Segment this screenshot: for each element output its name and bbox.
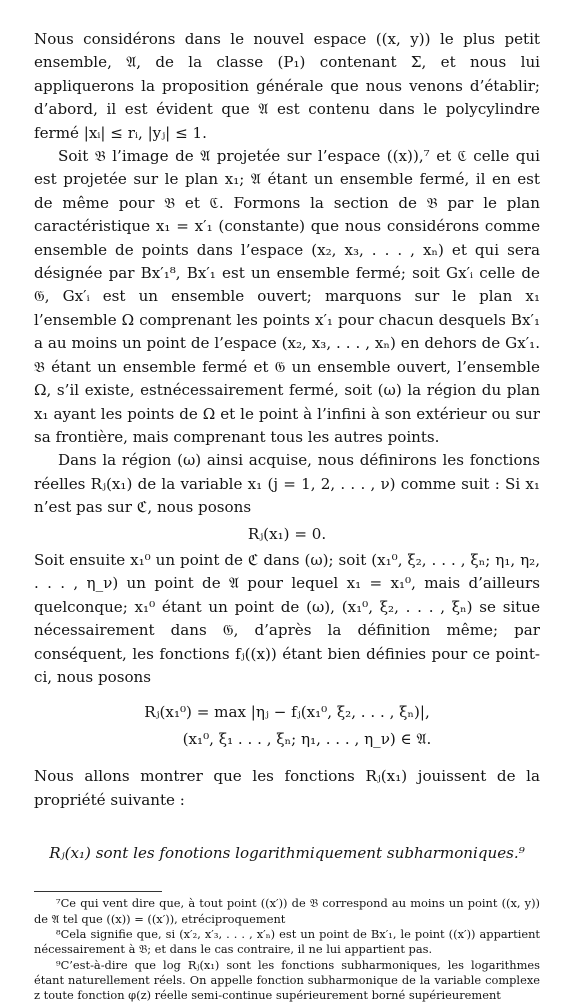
equation-2-line-2: (x₁⁰, ξ₁ . . . , ξₙ; η₁, . . . , η_ν) ∈ 𝔄. [182,729,432,748]
footnote-separator [34,891,162,892]
paragraph-3: Dans la région (ω) ainsi acquise, nous définirons les fonctions réelles Rⱼ(x₁) de la variable x₁ (j = 1, 2, . . . , ν) comme suit : Si x₁ n’est pas sur ℭ, nous posons [34,451,540,517]
paragraph-4: Soit ensuite x₁⁰ un point de ℭ dans (ω); soit (x₁⁰, ξ₂, . . . , ξₙ; η₁, η₂, . . . , η_ν) un point de 𝔄 pour lequel x₁ = x₁⁰, mais d’ailleurs quelconque; x₁⁰ étant un point de (ω), (x₁⁰, ξ₂, . . . , ξₙ) se situe nécessairement dans 𝔊, d’après la définition même; par conséquent, les fonctions fⱼ((x)) étant bien définies pour ce point-ci, nous posons [34,550,540,686]
theorem-statement: Rⱼ(x₁) sont les fonotions logarithmiquement subharmoniques.⁹ [49,844,525,862]
equation-2-line-1: Rⱼ(x₁⁰) = max |ηⱼ − fⱼ(x₁⁰, ξ₂, . . . , ξₙ)|, [144,703,430,722]
equation-1: Rⱼ(x₁) = 0. [247,524,327,543]
paragraph-5: Nous allons montrer que les fonctions Rⱼ(x₁) jouissent de la propriété suivante : [34,767,540,809]
paragraph-1: Nous considérons dans le nouvel espace ((x, y)) le plus petit ensemble, 𝔄, de la classe (P₁) contenant Σ, et nous lui appliquerons la proposition générale que nous venons d’établir; d’abord, il est évident que 𝔄 est contenu dans le polycylindre fermé |xᵢ| ≤ rᵢ, |yⱼ| ≤ 1. [34,30,540,142]
footnote-9: ⁹C’est-à-dire que log Rⱼ(x₁) sont les fonctions subharmoniques, les logarithmes étant naturellement réels. On appelle fonction subharmonique de la variable complexe z toute fonction φ(z) réelle semi-continue supérieurement borné supérieurement [34,957,540,1003]
footnote-8: ⁸Cela signifie que, si (x′₂, x′₃, . . . , x′ₙ) est un point de Bx′₁, le point ((x′)) appartient nécessairement à 𝔅; et dans le cas contraire, il ne lui appartient pas. [34,927,540,957]
footnote-7: ⁷Ce qui vent dire que, à tout point ((x′)) de 𝔅 correspond au moins un point ((x, y)) de 𝔄 tel que ((x)) = ((x′)), etréciproquement [34,896,540,926]
paragraph-2: Soit 𝔅 l’image de 𝔄 projetée sur l’espace ((x)),⁷ et ℭ celle qui est projetée sur le plan x₁; 𝔄 étant un ensemble fermé, il en est de même pour 𝔅 et ℭ. Formons la section de 𝔅 par le plan caractéristique x₁ = x′₁ (constante) que nous considérons comme ensemble de points dans l’espace (x₂, x₃, . . . , xₙ) et qui sera désignée par Bx′₁⁸, Bx′₁ est un ensemble fermé; soit Gx′ᵢ celle de 𝔊, Gx′ᵢ est un ensemble ouvert; marquons sur le plan x₁ l’ensemble Ω comprenant les points x′₁ pour chacun desquels Bx′₁ a au moins un point de l’espace (x₂, x₃, . . . , xₙ) en dehors de Gx′₁. 𝔅 étant un ensemble fermé et 𝔊 un ensemble ouvert, l’ensemble Ω, s’il existe, estnécessairement fermé, soit (ω) la région du plan x₁ ayant les points de Ω et le point à l’infini à son extérieur ou sur sa frontière, mais comprenant tous les autres points. [34,147,540,446]
paper-page [34,28,540,1003]
